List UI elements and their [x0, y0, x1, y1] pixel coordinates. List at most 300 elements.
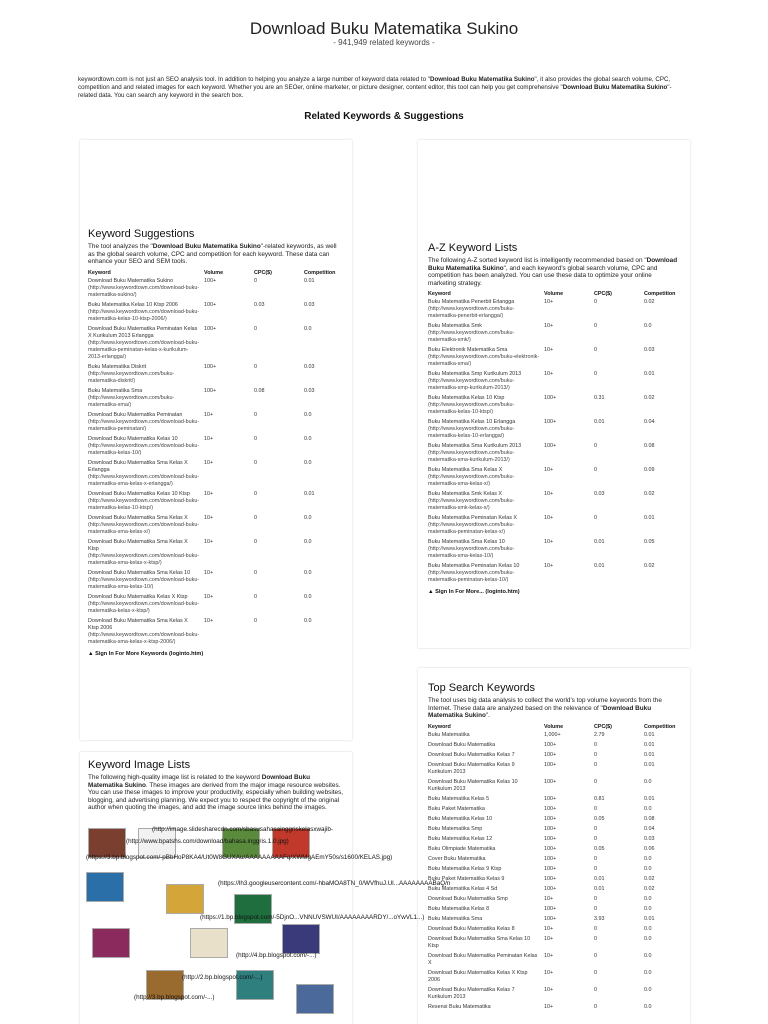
column-header: Competition [644, 723, 676, 730]
desc-text: ", and each keyword's global search volume, CPC and competition has been analyzed. You can use these data to optimize your online marketing strategy. [428, 264, 658, 287]
keyword-text[interactable]: Download Buku Matematika Kelas 7 [428, 751, 515, 758]
keyword-text[interactable]: Download Buku Matematika [428, 741, 496, 748]
table-header-row [428, 291, 680, 299]
keyword-cell[interactable] [88, 412, 204, 436]
keyword-text[interactable]: Download Buku Matematika Smp [428, 895, 508, 902]
desc-text: The following high-quality image list is related to the keyword [88, 774, 262, 781]
table-row [428, 467, 680, 491]
keyword-cell[interactable] [428, 467, 544, 491]
volume-cell: 100+ [204, 301, 217, 308]
table-row [428, 1004, 680, 1014]
competition-cell: 0.0 [644, 986, 652, 993]
keyword-cell[interactable] [428, 299, 544, 323]
cpc-cell: 0.08 [254, 387, 265, 394]
column-header: Keyword [428, 291, 451, 298]
keyword-text[interactable]: Download Buku Matematika Kelas X Ktsp [88, 593, 188, 600]
competition-cell: 0.03 [644, 347, 655, 354]
table-row [428, 906, 680, 916]
competition-cell: 0.0 [644, 865, 652, 872]
table-row [428, 395, 680, 419]
column-header: CPC($) [594, 723, 612, 730]
volume-cell: 10+ [204, 435, 214, 442]
competition-cell: 0.01 [304, 490, 315, 497]
column-header: Keyword [88, 269, 111, 276]
keyword-cell[interactable] [428, 936, 544, 953]
keyword-text[interactable]: Buku Matematika [428, 731, 470, 738]
top-search-keywords-rows [428, 732, 680, 1014]
intro-text-2: ", it also provides the global search volume, CPC, competition and and related images for each keyword. Whether you are an SEOer, online marketer, or picture designer, content editor, this tool can help you get comprehensive " [78, 76, 671, 92]
table-row [428, 826, 680, 836]
related-heading: Related Keywords & Suggestions [304, 111, 464, 122]
table-row [428, 916, 680, 926]
keyword-cell[interactable] [428, 906, 544, 916]
volume-cell: 10+ [544, 895, 554, 902]
keyword-url[interactable]: (http://www.keywordtown.com/buku-matematika-smk/) [428, 330, 515, 344]
desc-text: The tool uses big data analysis to collect the world's top volume keywords from the Internet. These data are analyzed based on the relevance of " [428, 697, 662, 712]
keyword-url[interactable]: (http://www.keywordtown.com/download-buku-matematika-sma-kelas-x/) [88, 521, 200, 535]
keyword-cell[interactable] [88, 278, 204, 302]
keyword-url[interactable]: (http://www.keywordtown.com/download-buku-matematika-sukino/) [88, 284, 200, 298]
keyword-text[interactable]: Buku Matematika Kelas 12 [428, 835, 493, 842]
keyword-url[interactable]: (http://www.keywordtown.com/download-buku-matematika-sma-kelas-x-ktsp/) [88, 552, 200, 566]
keyword-cell[interactable] [428, 323, 544, 347]
competition-cell: 0.0 [644, 952, 652, 959]
volume-cell: 10+ [204, 459, 214, 466]
keyword-cell[interactable] [428, 395, 544, 419]
keyword-text[interactable]: Download Buku Matematika Sma Kelas 10 [88, 569, 191, 576]
keyword-text[interactable]: Buku Matematika Sma Kurikulum 2013 [428, 443, 522, 450]
keyword-url[interactable]: (http://www.keywordtown.com/download-buku-matematika-kelas-10-ktsp-2006/) [88, 308, 200, 322]
cpc-cell: 0.03 [594, 491, 605, 498]
keyword-suggestions-title: Keyword Suggestions [88, 228, 195, 240]
keyword-cell[interactable] [88, 326, 204, 364]
page-title: Download Buku Matematika Sukino [249, 19, 519, 38]
competition-cell: 0.01 [644, 741, 655, 748]
volume-cell: 10+ [204, 593, 214, 600]
volume-cell: 10+ [544, 925, 554, 932]
cpc-cell: 0 [254, 363, 257, 370]
keyword-cell[interactable] [428, 539, 544, 563]
volume-cell: 10+ [544, 515, 554, 522]
cpc-cell: 0.01 [594, 419, 605, 426]
keyword-text[interactable]: Buku Matematika Sma [428, 915, 483, 922]
keyword-url[interactable]: (http://www.keywordtown.com/buku-matematika-peminatan-kelas-x/) [428, 522, 515, 536]
keyword-text[interactable]: Download Buku Matematika Kelas 10 Ktsp [88, 490, 190, 497]
keyword-text[interactable]: Buku Olimpiade Matematika [428, 845, 496, 852]
volume-cell: 100+ [544, 875, 557, 882]
keyword-cell[interactable] [428, 970, 544, 987]
competition-cell: 0.0 [644, 855, 652, 862]
keyword-text[interactable]: Buku Matematika Smp Kurikulum 2013 [428, 371, 522, 378]
volume-cell: 100+ [544, 751, 557, 758]
image-source-link[interactable]: (http://3.bp.blogspot.com/-...) [134, 994, 215, 1001]
keyword-cell[interactable] [428, 779, 544, 796]
column-header: Competition [644, 291, 676, 298]
image-source-link[interactable]: (https://lh3.googleusercontent.com/-hbaMOA8TN_0/WVfhuJ.Ul...AAAAAAAABaQ/n [218, 880, 451, 887]
image-source-link[interactable]: (http://4.bp.blogspot.com/-...) [236, 952, 317, 959]
keyword-text[interactable]: Download Buku Matematika Sma Kelas 10 Ktsp [428, 935, 531, 949]
competition-cell: 0.01 [644, 761, 655, 768]
competition-cell: 0.03 [304, 363, 315, 370]
competition-cell: 0.04 [644, 825, 655, 832]
keyword-cell[interactable] [428, 796, 544, 806]
table-row [88, 364, 344, 388]
book-cover-thumbnail[interactable] [296, 984, 334, 1014]
keyword-url[interactable]: (http://www.keywordtown.com/buku-matematika-sma-kurikulum-2013/) [428, 450, 515, 464]
volume-cell: 100+ [544, 778, 557, 785]
volume-cell: 1,000+ [544, 731, 561, 738]
table-row [428, 299, 680, 323]
cpc-cell: 0 [594, 371, 597, 378]
volume-cell: 10+ [544, 969, 554, 976]
page-subtitle: - 941,949 related keywords - [333, 38, 435, 47]
volume-cell: 10+ [544, 323, 554, 330]
keyword-url[interactable]: (http://www.keywordtown.com/download-buku-matematika-peminatan/) [88, 418, 200, 432]
keyword-text[interactable]: Cover Buku Matematika [428, 855, 486, 862]
az-keyword-lists-card [418, 140, 690, 648]
table-row [88, 302, 344, 326]
competition-cell: 0.01 [644, 731, 655, 738]
keyword-text[interactable]: Buku Matematika Penerbit Erlangga [428, 299, 515, 306]
column-header: Volume [204, 269, 224, 276]
competition-cell: 0.03 [644, 835, 655, 842]
keyword-suggestions-desc [88, 243, 344, 266]
competition-cell: 0.0 [304, 617, 312, 624]
keyword-cell[interactable] [88, 539, 204, 570]
keyword-text[interactable]: Buku Matematika Kelas 4 Sd [428, 885, 498, 892]
cpc-cell: 0 [594, 323, 597, 330]
cpc-cell: 0 [594, 778, 597, 785]
keyword-text[interactable]: Buku Matematika Kelas 10 Erlangga [428, 419, 516, 426]
intro-keyword-1: Download Buku Matematika Sukino [430, 76, 535, 83]
volume-cell: 100+ [544, 845, 557, 852]
keyword-url[interactable]: (http://www.keywordtown.com/buku-matematika-sma-kelas-x/) [428, 474, 515, 488]
keyword-url[interactable]: (http://www.keywordtown.com/buku-matematika-sma-kelas-10/) [428, 546, 515, 560]
keyword-cell[interactable] [428, 987, 544, 1004]
desc-text: The following A-Z sorted keyword list is intelligently recommended based on " [428, 257, 647, 264]
keyword-cell[interactable] [428, 443, 544, 467]
volume-cell: 10+ [544, 539, 554, 546]
keyword-url[interactable]: (http://www.keywordtown.com/download-buku-matematika-kelas-x-ktsp/) [88, 600, 200, 614]
keyword-url[interactable]: (http://www.keywordtown.com/download-buku-matematika-peminatan-kelas-x-kurikulum-2013-erlangga/) [88, 339, 200, 360]
keyword-image-lists-title: Keyword Image Lists [88, 759, 191, 771]
keyword-cell[interactable] [428, 419, 544, 443]
keyword-text[interactable]: Buku Matematika Smp [428, 825, 483, 832]
keyword-cell[interactable] [428, 371, 544, 395]
column-header: CPC($) [594, 291, 612, 298]
table-row [428, 752, 680, 762]
keyword-text[interactable]: Buku Matematika Kelas 8 [428, 905, 490, 912]
image-source-link[interactable]: (http://image.slidesharecdn.com/sbasusahasainggriskelasxwajib- [152, 826, 333, 833]
cpc-cell: 0 [594, 865, 597, 872]
desc-keyword: Download Buku Matematika Sukino [428, 704, 652, 720]
table-row [88, 388, 344, 412]
competition-cell: 0.01 [644, 751, 655, 758]
keyword-cell[interactable] [88, 460, 204, 491]
table-row [428, 563, 680, 587]
keyword-cell[interactable] [428, 886, 544, 896]
sign-in-more-keywords-link[interactable]: ▲ Sign In For More Keywords (loginto.htm) [88, 650, 204, 657]
desc-keyword: Download Buku Matematika Sukino [152, 243, 261, 250]
top-search-keywords-desc [428, 697, 680, 720]
keyword-text[interactable]: Download Buku Matematika Sma Kelas X Ktsp 2006 [88, 617, 188, 631]
table-row [428, 970, 680, 987]
image-source-link[interactable]: (http://2.bp.blogspot.com/-...) [182, 974, 263, 981]
keyword-cell[interactable] [428, 347, 544, 371]
sign-in-more-link[interactable]: ▲ Sign In For More... (loginto.htm) [428, 589, 520, 596]
volume-cell: 10+ [544, 563, 554, 570]
image-source-link[interactable]: (http://www.bpatshs.com/download/bahasa.inggris.1.0.jpg) [126, 838, 289, 845]
volume-cell: 100+ [544, 395, 557, 402]
cpc-cell: 0 [254, 490, 257, 497]
table-row [428, 371, 680, 395]
volume-cell: 10+ [544, 299, 554, 306]
cpc-cell: 0 [254, 514, 257, 521]
keyword-cell[interactable] [428, 563, 544, 587]
table-row [428, 987, 680, 1004]
keyword-cell[interactable] [88, 594, 204, 618]
volume-cell: 100+ [544, 915, 557, 922]
table-row [88, 618, 344, 649]
volume-cell: 100+ [544, 825, 557, 832]
keyword-text[interactable]: Buku Matematika Smk [428, 323, 482, 330]
competition-cell: 0.0 [644, 925, 652, 932]
keyword-text[interactable]: Buku Matematika Peminatan Kelas 10 [428, 563, 520, 570]
keyword-text[interactable]: Buku Matematika Peminatan Kelas X [428, 515, 517, 522]
table-row [88, 460, 344, 491]
table-row [88, 570, 344, 594]
keyword-text[interactable]: Download Buku Matematika Peminatan [88, 411, 183, 418]
keyword-text[interactable]: Buku Paket Matematika Kelas 9 [428, 875, 505, 882]
table-row [428, 443, 680, 467]
keyword-url[interactable]: (http://www.keywordtown.com/buku-matematika-smp-kurikulum-2013/) [428, 378, 515, 392]
competition-cell: 0.02 [644, 395, 655, 402]
keyword-cell[interactable] [88, 302, 204, 326]
cpc-cell: 0.81 [594, 795, 605, 802]
book-cover-thumbnail[interactable] [282, 924, 320, 954]
image-collage [86, 824, 451, 1024]
keyword-text[interactable]: Buku Paket Matematika [428, 805, 485, 812]
keyword-text[interactable]: Buku Matematika Kelas 5 [428, 795, 490, 802]
keyword-cell[interactable] [428, 816, 544, 826]
competition-cell: 0.01 [644, 515, 655, 522]
keyword-text[interactable]: Buku Matematika Diskrit [88, 363, 147, 370]
table-row [428, 953, 680, 970]
column-header: Volume [544, 291, 564, 298]
cpc-cell: 0.01 [594, 563, 605, 570]
keyword-cell[interactable] [88, 436, 204, 460]
intro-text-3: "-related data. You can search any keyword in the search box. [78, 84, 672, 100]
cpc-cell: 0.01 [594, 539, 605, 546]
keyword-cell[interactable] [428, 752, 544, 762]
keyword-cell[interactable] [428, 866, 544, 876]
cpc-cell: 0 [594, 741, 597, 748]
keyword-text[interactable]: Buku Matematika Kelas 10 Ktsp 2006 [88, 301, 178, 308]
competition-cell: 0.03 [304, 301, 315, 308]
competition-cell: 0.02 [644, 885, 655, 892]
keyword-cell[interactable] [428, 762, 544, 779]
keyword-cell[interactable] [428, 953, 544, 970]
competition-cell: 0.09 [644, 467, 655, 474]
table-row [88, 326, 344, 364]
column-header: Volume [544, 723, 564, 730]
keyword-url[interactable]: (http://www.keywordtown.com/download-buku-matematika-sma-kelas-10/) [88, 576, 200, 590]
book-cover-thumbnail[interactable] [190, 928, 228, 958]
keyword-cell[interactable] [428, 916, 544, 926]
keyword-text[interactable]: Download Buku Matematika Sma Kelas X Ktsp [88, 538, 188, 552]
keyword-cell[interactable] [428, 926, 544, 936]
keyword-url[interactable]: (http://www.keywordtown.com/buku-matematika-smk-kelas-x/) [428, 498, 515, 512]
keyword-cell[interactable] [428, 515, 544, 539]
table-row [428, 796, 680, 806]
keyword-text[interactable]: Download Buku Matematika Kelas 7 Kurikulum 2013 [428, 986, 515, 1000]
cpc-cell: 0 [594, 952, 597, 959]
table-row [428, 539, 680, 563]
cpc-cell: 0 [254, 411, 257, 418]
keyword-text[interactable]: Buku Matematika Sma Kelas 10 [428, 539, 505, 546]
keyword-cell[interactable] [88, 388, 204, 412]
competition-cell: 0.04 [644, 419, 655, 426]
keyword-cell[interactable] [428, 732, 544, 742]
keyword-url[interactable]: (http://www.keywordtown.com/buku-elektronik-matematika-sma/) [428, 354, 540, 368]
keyword-text[interactable]: Download Buku Matematika Kelas 10 [88, 435, 178, 442]
keyword-text[interactable]: Buku Matematika Sma [88, 387, 143, 394]
keyword-url[interactable]: (http://www.keywordtown.com/download-buku-matematika-sma-kelas-x-ktsp-2006/) [88, 631, 200, 645]
book-cover-thumbnail[interactable] [86, 872, 124, 902]
keyword-text[interactable]: Buku Matematika Kelas 10 [428, 815, 493, 822]
table-row [428, 876, 680, 886]
volume-cell: 100+ [544, 741, 557, 748]
az-keyword-lists-table [428, 291, 680, 587]
volume-cell: 100+ [544, 419, 557, 426]
book-cover-thumbnail[interactable] [92, 928, 130, 958]
table-row [428, 806, 680, 816]
cpc-cell: 0.05 [594, 845, 605, 852]
keyword-text[interactable]: Buku Elektronik Matematika Sma [428, 347, 508, 354]
cpc-cell: 0 [254, 325, 257, 332]
keyword-cell[interactable] [88, 364, 204, 388]
keyword-url[interactable]: (http://www.keywordtown.com/buku-matematika-diskrit/) [88, 370, 175, 384]
competition-cell: 0.0 [644, 778, 652, 785]
competition-cell: 0.0 [644, 935, 652, 942]
keyword-text[interactable]: Resensi Buku Matematika [428, 1003, 491, 1010]
keyword-suggestions-rows [88, 278, 344, 649]
keyword-text[interactable]: Download Buku Matematika Kelas X Ktsp 2006 [428, 969, 528, 983]
cpc-cell: 0.01 [594, 875, 605, 882]
az-keyword-lists-title: A-Z Keyword Lists [428, 242, 518, 254]
volume-cell: 100+ [544, 865, 557, 872]
keyword-url[interactable]: (http://www.keywordtown.com/download-buku-matematika-kelas-10/) [88, 442, 200, 456]
az-keyword-lists-desc [428, 257, 680, 287]
cpc-cell: 0 [594, 751, 597, 758]
volume-cell: 10+ [544, 935, 554, 942]
keyword-text[interactable]: Buku Matematika Kelas 10 Ktsp [428, 395, 505, 402]
keyword-cell[interactable] [88, 618, 204, 649]
desc-keyword: Download Buku Matematika Sukino [88, 774, 310, 789]
volume-cell: 100+ [544, 795, 557, 802]
competition-cell: 0.06 [644, 845, 655, 852]
keyword-cell[interactable] [88, 491, 204, 515]
table-row [88, 594, 344, 618]
keyword-url[interactable]: (http://www.keywordtown.com/buku-matematika-peminatan-kelas-10/) [428, 570, 515, 584]
keyword-text[interactable]: Buku Matematika Kelas 9 Ktsp [428, 865, 502, 872]
keyword-text[interactable]: Download Buku Matematika Peminatan Kelas X [428, 952, 538, 966]
keyword-url[interactable]: (http://www.keywordtown.com/download-buku-matematika-kelas-10-ktsp/) [88, 497, 200, 511]
competition-cell: 0.02 [644, 299, 655, 306]
keyword-url[interactable]: (http://www.keywordtown.com/buku-matematika-sma/) [88, 394, 175, 408]
keyword-image-lists-desc [88, 774, 344, 812]
cpc-cell: 0 [594, 905, 597, 912]
column-header: CPC($) [254, 269, 272, 276]
keyword-cell[interactable] [428, 742, 544, 752]
keyword-text[interactable]: Download Buku Matematika Kelas 8 [428, 925, 515, 932]
keyword-cell[interactable] [428, 491, 544, 515]
image-source-link[interactable]: (https://1.bp.blogspot.com/-5DjnO...VNNUVSWUI/AAAAAAAARDY/...oYwVL1...) [200, 914, 425, 921]
cpc-cell: 0 [594, 855, 597, 862]
table-row [428, 936, 680, 953]
competition-cell: 0.0 [304, 538, 312, 545]
competition-cell: 0.01 [644, 915, 655, 922]
keyword-cell[interactable] [428, 826, 544, 836]
keyword-text[interactable]: Download Buku Matematika Sma Kelas X Erlangga [88, 459, 188, 473]
table-row [428, 846, 680, 856]
keyword-text[interactable]: Download Buku Matematika Sma Kelas X [88, 514, 188, 521]
book-cover-thumbnail[interactable] [166, 884, 204, 914]
volume-cell: 100+ [544, 835, 557, 842]
keyword-cell[interactable] [88, 515, 204, 539]
keyword-cell[interactable] [88, 570, 204, 594]
table-row [88, 515, 344, 539]
top-search-keywords-table [428, 724, 680, 1014]
keyword-cell[interactable] [428, 846, 544, 856]
desc-keyword: Download Buku Matematika Sukino [428, 257, 678, 272]
cpc-cell: 0 [594, 515, 597, 522]
volume-cell: 100+ [544, 905, 557, 912]
keyword-text[interactable]: Download Buku Matematika Peminatan Kelas X Kurikulum 2013 Erlangga [88, 325, 198, 339]
cpc-cell: 0 [594, 467, 597, 474]
keyword-cell[interactable] [428, 896, 544, 906]
cpc-cell: 0 [254, 569, 257, 576]
volume-cell: 10+ [544, 952, 554, 959]
cpc-cell: 3.93 [594, 915, 605, 922]
keyword-url[interactable]: (http://www.keywordtown.com/buku-matematika-kelas-10-ktsp/) [428, 402, 515, 416]
cpc-cell: 0 [254, 617, 257, 624]
competition-cell: 0.01 [304, 277, 315, 284]
keyword-cell[interactable] [428, 836, 544, 846]
keyword-text[interactable]: Download Buku Matematika Sukino [88, 277, 174, 284]
intro-paragraph [78, 76, 684, 101]
keyword-url[interactable]: (http://www.keywordtown.com/buku-matematika-penerbit-erlangga/) [428, 306, 515, 320]
competition-cell: 0.02 [644, 563, 655, 570]
keyword-text[interactable]: Download Buku Matematika Kelas 10 Kurikulum 2013 [428, 778, 518, 792]
competition-cell: 0.0 [304, 514, 312, 521]
keyword-text[interactable]: Download Buku Matematika Kelas 9 Kurikulum 2013 [428, 761, 515, 775]
keyword-url[interactable]: (http://www.keywordtown.com/buku-matematika-kelas-10-erlangga/) [428, 426, 515, 440]
desc-text: The tool analyzes the " [88, 243, 153, 250]
keyword-text[interactable]: Buku Matematika Sma Kelas X [428, 467, 503, 474]
cpc-cell: 0 [594, 935, 597, 942]
keyword-url[interactable]: (http://www.keywordtown.com/download-buku-matematika-sma-kelas-x-erlangga/) [88, 473, 200, 487]
image-source-link[interactable]: (https://3.bp.blogspot.com/-pBbHoP8KA4/Ut0W8GUXAu/AAAAAAAAAFq/XWMgAEmY50s/s1600/KELAS.jpg) [86, 854, 393, 861]
keyword-cell[interactable] [428, 856, 544, 866]
volume-cell: 100+ [204, 387, 217, 394]
cpc-cell: 0.05 [594, 815, 605, 822]
keyword-cell[interactable] [428, 1004, 544, 1014]
competition-cell: 0.0 [644, 323, 652, 330]
keyword-text[interactable]: Buku Matematika Smk Kelas X [428, 491, 503, 498]
keyword-cell[interactable] [428, 806, 544, 816]
competition-cell: 0.0 [304, 435, 312, 442]
